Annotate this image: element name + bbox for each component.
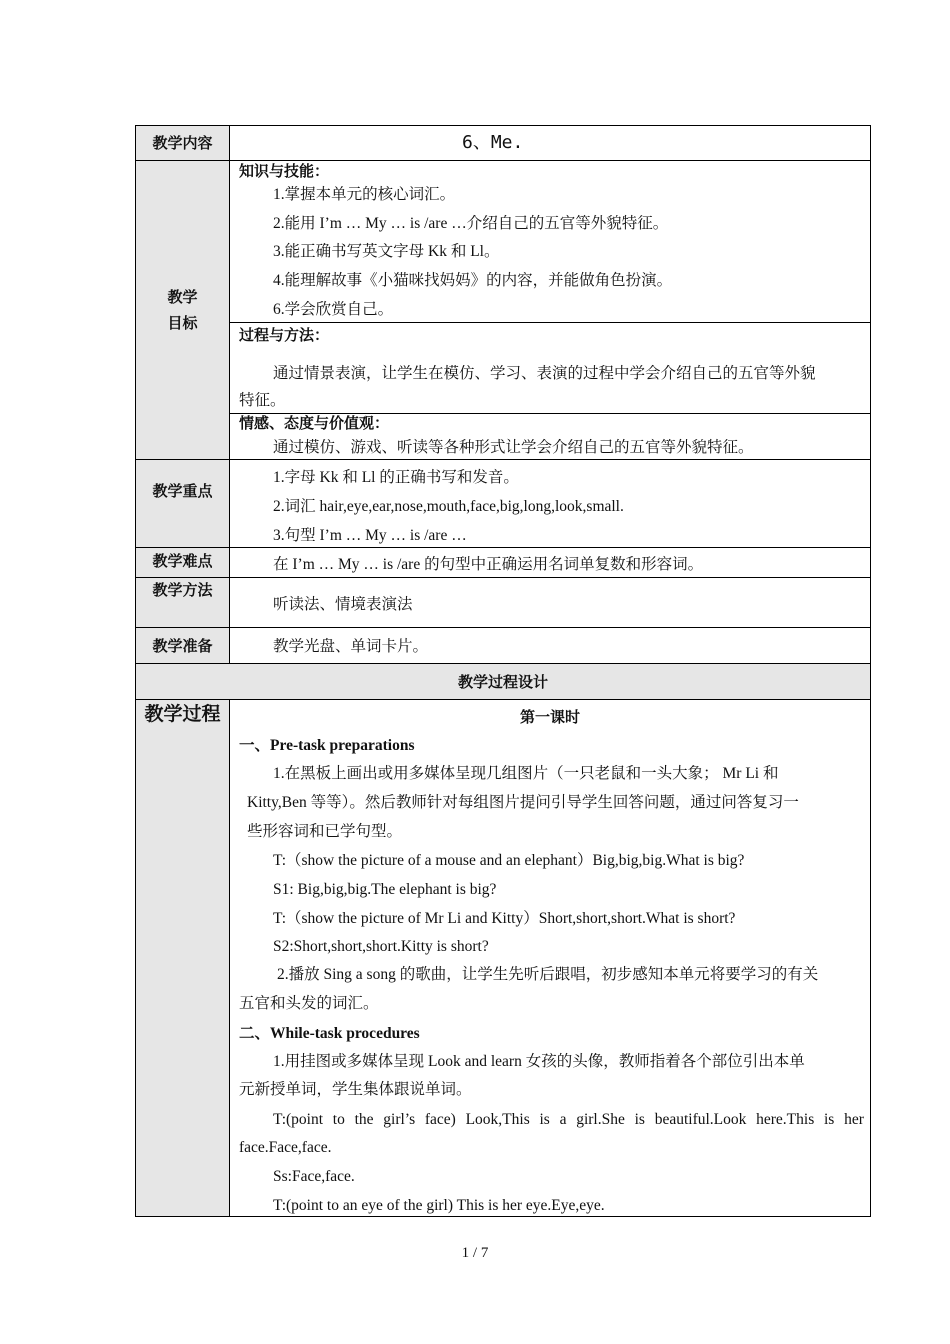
paragraph-line: 1.用挂图或多媒体呈现 Look and learn 女孩的头像，教师指着各个部位引出本单 (273, 1053, 805, 1070)
row-divider (229, 322, 871, 323)
paragraph-line: 2.播放 Sing a song 的歌曲，让学生先听后跟唱，初步感知本单元将要学习的有关 (277, 966, 819, 983)
column-divider-lower (229, 699, 230, 1217)
design-title: 教学过程设计 (457, 673, 548, 691)
knowledge-item: 6.学会欣赏自己。 (273, 301, 394, 318)
objectives-label-line1: 教学 (167, 288, 198, 306)
keypoint-item: 2.词汇 hair,eye,ear,nose,mouth,face,big,long,look,small. (273, 498, 624, 515)
table-border-top (135, 125, 871, 126)
document-title: 6、Me. (462, 132, 524, 153)
dialog-line: T:（show the picture of Mr Li and Kitty）Short,short,short.What is short? (273, 910, 736, 927)
preparation-text: 教学光盘、单词卡片。 (273, 638, 429, 655)
dialog-line: Ss:Face,face. (273, 1168, 355, 1185)
paragraph-line: Kitty,Ben 等等）。然后教师针对每组图片提问引导学生回答问题，通过问答复习一 (247, 794, 799, 811)
table-border-bottom (135, 1216, 871, 1217)
difficulty-label-cell (136, 548, 229, 577)
knowledge-item: 3.能正确书写英文字母 Kk 和 Ll。 (273, 243, 500, 260)
page-number: 1 / 7 (461, 1245, 489, 1261)
objectives-label-line2: 目标 (167, 314, 198, 332)
section-title: 二、While-task procedures (239, 1025, 420, 1042)
knowledge-item: 1.掌握本单元的核心词汇。 (273, 186, 456, 203)
methods-text: 听读法、情境表演法 (273, 596, 413, 613)
process-label: 教学过程 (144, 703, 221, 725)
keypoints-label: 教学重点 (152, 482, 213, 500)
dialog-line: S2:Short,short,short.Kitty is short? (273, 938, 489, 955)
paragraph-line: 元新授单词，学生集体跟说单词。 (239, 1081, 472, 1098)
objectives-label-cell (136, 161, 229, 459)
paragraph-line: 五官和头发的词汇。 (239, 995, 379, 1012)
column-divider-upper (229, 125, 230, 663)
content-label: 教学内容 (152, 134, 213, 152)
lesson-title: 第一课时 (519, 708, 580, 726)
methods-label: 教学方法 (152, 581, 213, 599)
difficulty-text: 在 I’m … My … is /are 的句型中正确运用名词单复数和形容词。 (273, 556, 704, 573)
row-divider (135, 699, 871, 700)
process-method-text: 通过情景表演，让学生在模仿、学习、表演的过程中学会介绍自己的五官等外貌 (273, 365, 816, 382)
preparation-label: 教学准备 (152, 637, 213, 655)
keypoint-item: 1.字母 Kk 和 Ll 的正确书写和发音。 (273, 469, 519, 486)
paragraph-line: 1.在黑板上画出或用多媒体呈现几组图片（一只老鼠和一头大象； Mr Li 和 (273, 765, 779, 782)
keypoint-item: 3.句型 I’m … My … is /are … (273, 527, 467, 544)
paragraph-line: 些形容词和已学句型。 (247, 823, 403, 840)
knowledge-item: 4.能理解故事《小猫咪找妈妈》的内容，并能做角色扮演。 (273, 272, 673, 289)
knowledge-title: 知识与技能： (239, 162, 330, 180)
row-divider (135, 627, 871, 628)
keypoints-label-cell (136, 460, 229, 547)
knowledge-item: 2.能用 I’m … My … is /are …介绍自己的五官等外貌特征。 (273, 215, 669, 232)
emotion-text: 通过模仿、游戏、听读等各种形式让学会介绍自己的五官等外貌特征。 (273, 439, 754, 456)
design-title-cell (136, 664, 870, 699)
content-label-cell (136, 126, 229, 160)
row-divider (135, 459, 871, 460)
difficulty-label: 教学难点 (152, 552, 213, 570)
methods-label-cell (136, 578, 229, 627)
dialog-line: face.Face,face. (239, 1139, 332, 1156)
process-method-text-cont: 特征。 (239, 392, 286, 409)
row-divider (135, 577, 871, 578)
process-label-cell (136, 700, 229, 1216)
table-border-right (870, 125, 871, 1217)
dialog-line: T:(point to the girl’s face) Look,This is a girl.She is beautiful.Look here.This is her (273, 1111, 864, 1128)
process-method-title: 过程与方法： (239, 326, 330, 344)
section-title: 一、Pre-task preparations (239, 737, 415, 754)
dialog-line: S1: Big,big,big.The elephant is big? (273, 881, 497, 898)
dialog-line: T:（show the picture of a mouse and an elephant）Big,big,big.What is big? (273, 852, 745, 869)
dialog-line: T:(point to an eye of the girl) This is her eye.Eye,eye. (273, 1197, 605, 1214)
row-divider (135, 547, 871, 548)
emotion-title: 情感、态度与价值观： (239, 414, 390, 432)
preparation-label-cell (136, 628, 229, 663)
